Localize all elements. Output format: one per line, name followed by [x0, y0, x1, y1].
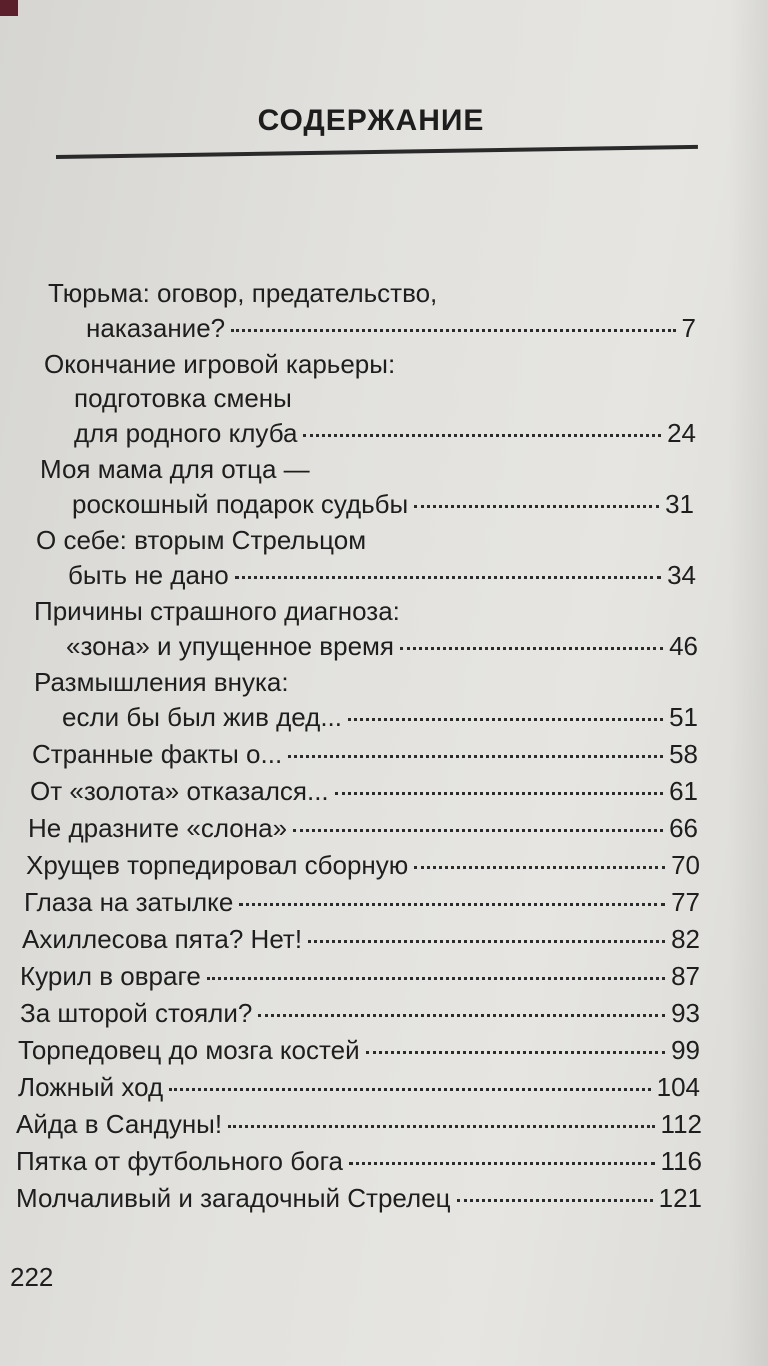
- dot-leader: [303, 434, 661, 437]
- toc-entry-line: Окончание игровой карьеры:: [44, 349, 396, 379]
- dot-leader: [207, 977, 665, 980]
- toc-entry-last-line: [0, 628, 698, 664]
- dot-leader: [288, 755, 663, 758]
- toc-entry-last-line: [0, 995, 700, 1031]
- toc-entry-page: 61: [669, 776, 698, 806]
- toc-entry-last-line: [0, 415, 696, 451]
- toc-entry-title: Курил в овраге: [20, 961, 201, 991]
- toc-entry-last-line: [0, 1180, 702, 1216]
- toc-entry-page: 104: [656, 1072, 700, 1102]
- toc-entry: [0, 921, 768, 957]
- dot-leader: [414, 505, 659, 508]
- toc-entry-title: Ложный ход: [18, 1072, 164, 1102]
- toc-entry-page: 116: [660, 1146, 702, 1176]
- dot-leader: [457, 1199, 653, 1202]
- toc-entry-title: Пятка от футбольного бога: [16, 1146, 343, 1176]
- toc-entry-title: Молчаливый и загадочный Стрелец: [16, 1183, 451, 1213]
- toc-entry-page: 93: [671, 998, 700, 1028]
- toc-entry-title: «зона» и упущенное время: [66, 631, 394, 661]
- toc-entry-last-line: [0, 847, 700, 883]
- toc-entry: [0, 884, 768, 920]
- page-title: СОДЕРЖАНИЕ: [257, 104, 485, 137]
- toc-entry-title: роскошный подарок судьбы: [72, 489, 409, 519]
- dot-leader: [348, 718, 663, 721]
- dot-leader: [228, 1125, 654, 1128]
- dot-leader: [258, 1014, 665, 1017]
- dot-leader: [308, 940, 665, 943]
- toc-entry-page: 7: [681, 313, 696, 343]
- toc-entry-last-line: [0, 884, 700, 920]
- toc-entry-title: От «золота» отказался...: [30, 776, 329, 806]
- toc-entry-title: За шторой стояли?: [20, 998, 253, 1028]
- toc-entry-page: 121: [658, 1183, 702, 1213]
- dot-leader: [366, 1051, 665, 1054]
- toc-entry-last-line: [0, 1032, 700, 1068]
- toc-entry-title: наказание?: [86, 313, 226, 343]
- toc-entry-last-line: [0, 1143, 702, 1179]
- toc-entry: [0, 1032, 768, 1068]
- dot-leader: [239, 903, 665, 906]
- toc-entry: [0, 276, 768, 346]
- dot-leader: [349, 1162, 655, 1165]
- toc-entry-page: 34: [667, 560, 696, 590]
- toc-entry-title: Торпедовец до мозга костей: [18, 1035, 360, 1065]
- toc-entry-page: 70: [671, 850, 700, 880]
- toc-entry-title: Хрущев торпедировал сборную: [26, 850, 409, 880]
- toc-entry-page: 82: [671, 924, 700, 954]
- toc-entry: [0, 847, 768, 883]
- toc-entry-title: Странные факты о...: [32, 739, 283, 769]
- toc-entry-title: для родного клуба: [74, 418, 298, 448]
- toc-entry-last-line: [0, 310, 696, 346]
- toc-entry-page: 66: [669, 813, 698, 843]
- toc-entry-page: 24: [667, 418, 696, 448]
- toc-entry: [0, 1106, 768, 1142]
- toc-entry-page: 31: [665, 489, 694, 519]
- toc-entry-last-line: [0, 1106, 702, 1142]
- toc-entry: [0, 736, 768, 772]
- dot-leader: [335, 792, 663, 795]
- toc-entry-line: Моя мама для отца —: [40, 454, 310, 484]
- toc-entry: [0, 523, 768, 593]
- toc-entry-line: Размышления внука:: [34, 667, 289, 697]
- toc-entry-last-line: [0, 921, 700, 957]
- toc-entry-line: подготовка смены: [74, 383, 292, 413]
- toc-entry: [0, 773, 768, 809]
- dot-leader: [169, 1088, 650, 1091]
- toc-entry-page: 99: [671, 1035, 700, 1065]
- dot-leader: [293, 829, 663, 832]
- dot-leader: [231, 329, 675, 332]
- toc-entry: [0, 452, 768, 522]
- toc-entry: [0, 594, 768, 664]
- toc-entry: [0, 958, 768, 994]
- toc-entry: [0, 1180, 768, 1216]
- toc-entry-last-line: [0, 486, 694, 522]
- dot-leader: [414, 866, 665, 869]
- toc-entry-page: 58: [669, 739, 698, 769]
- toc-entry-last-line: [0, 958, 700, 994]
- toc-entry-last-line: [0, 736, 698, 772]
- toc-entry-last-line: [0, 773, 698, 809]
- toc-entry: [0, 1143, 768, 1179]
- toc-entry-page: 77: [671, 887, 700, 917]
- toc-entry: [0, 665, 768, 735]
- toc-entry-page: 51: [669, 702, 698, 732]
- toc-entry: [0, 347, 768, 451]
- toc-entry: [0, 810, 768, 846]
- toc-entry-line: О себе: вторым Стрельцом: [36, 525, 367, 555]
- toc-entry-page: 112: [660, 1109, 702, 1139]
- dot-leader: [400, 647, 663, 650]
- toc-entry-last-line: [0, 699, 698, 735]
- toc-entry-last-line: [0, 1069, 700, 1105]
- page-corner-mark: [0, 0, 18, 16]
- toc-entry-title: Не дразните «слона»: [28, 813, 288, 843]
- toc-entry-line: Причины страшного диагноза:: [34, 596, 400, 626]
- toc-entry-last-line: [0, 557, 696, 593]
- toc-entry-title: быть не дано: [68, 560, 229, 590]
- toc-entry-title: Ахиллесова пята? Нет!: [22, 924, 303, 954]
- title-rule: [56, 145, 698, 159]
- toc-entry: [0, 995, 768, 1031]
- toc-entry: [0, 1069, 768, 1105]
- dot-leader: [235, 576, 661, 579]
- toc-entry-title: Айда в Сандуны!: [16, 1109, 223, 1139]
- toc-entry-page: 87: [671, 961, 700, 991]
- toc-entry-title: если бы был жив дед...: [62, 702, 343, 732]
- toc-entry-page: 46: [669, 631, 698, 661]
- page-number: 222: [10, 1262, 54, 1292]
- table-of-contents: [0, 276, 768, 1217]
- toc-entry-line: Тюрьма: оговор, предательство,: [48, 278, 438, 308]
- toc-entry-last-line: [0, 810, 698, 846]
- toc-entry-title: Глаза на затылке: [24, 887, 234, 917]
